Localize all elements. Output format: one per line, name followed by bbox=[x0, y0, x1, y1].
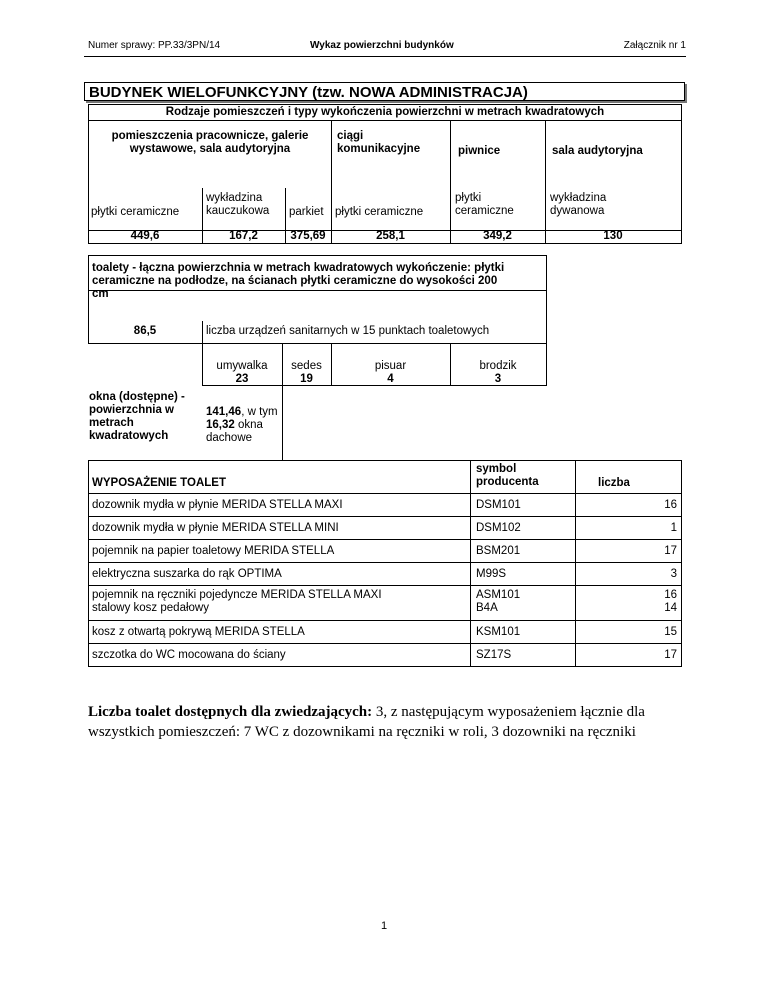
equipment-name: pojemnik na ręczniki pojedyncze MERIDA STELLA MAXI bbox=[92, 589, 382, 601]
header-rule bbox=[84, 56, 686, 57]
finish-value: 130 bbox=[603, 230, 623, 242]
equipment-header-symbol: symbol producenta bbox=[476, 463, 539, 488]
fixtures-label: liczba urządzeń sanitarnych w 15 punktach toaletowych bbox=[206, 325, 490, 337]
finish-label: płytki ceramiczne bbox=[455, 192, 514, 217]
fixture-value: 23 bbox=[235, 373, 249, 385]
fixture-label: umywalka bbox=[216, 360, 268, 372]
finish-label: płytki ceramiczne bbox=[335, 206, 424, 218]
windows-label: okna (dostępne) - powierzchnia w metrach kwadratowych bbox=[89, 391, 185, 442]
equipment-header-count: liczba bbox=[598, 477, 630, 489]
surfaces-caption: Rodzaje pomieszczeń i typy wykończenia powierzchni w metrach kwadratowych bbox=[165, 106, 605, 118]
finish-value: 375,69 bbox=[290, 230, 326, 242]
equipment-count: 1 bbox=[670, 522, 677, 534]
finish-label: płytki ceramiczne bbox=[91, 206, 180, 218]
building-title: BUDYNEK WIELOFUNKCYJNY (tzw. NOWA ADMINISTRACJA) bbox=[84, 82, 685, 101]
visitor-toilets-label: Liczba toalet dostępnych dla zwiedzających: bbox=[88, 704, 373, 720]
equipment-name: dozownik mydła w płynie MERIDA STELLA MAXI bbox=[92, 499, 343, 511]
toilets-area: 86,5 bbox=[133, 325, 157, 337]
windows-value: 141,46, w tym 16,32 okna dachowe bbox=[206, 406, 278, 444]
visitor-toilets-paragraph bbox=[88, 702, 688, 742]
fixture-value: 3 bbox=[494, 373, 502, 385]
equipment-symbol: BSM201 bbox=[476, 545, 521, 557]
group-basements: piwnice bbox=[458, 145, 501, 157]
equipment-name: szczotka do WC mocowana do ściany bbox=[92, 649, 286, 661]
equipment-name: pojemnik na papier toaletowy MERIDA STELLA bbox=[92, 545, 335, 557]
page-number: 1 bbox=[380, 920, 388, 932]
finish-label: wykładzina dywanowa bbox=[550, 192, 607, 217]
equipment-count: 16 bbox=[664, 499, 677, 511]
equipment-header-name: WYPOSAŻENIE TOALET bbox=[92, 477, 226, 489]
fixture-label: brodzik bbox=[479, 360, 517, 372]
equipment-count: 17 bbox=[664, 649, 677, 661]
finish-label: parkiet bbox=[289, 206, 324, 218]
equipment-name: dozownik mydła w płynie MERIDA STELLA MINI bbox=[92, 522, 339, 534]
group-auditorium: sala audytoryjna bbox=[552, 145, 643, 157]
finish-value: 349,2 bbox=[483, 230, 512, 242]
finish-value: 167,2 bbox=[229, 230, 258, 242]
visitor-toilets-text: 3, z następującym wyposażeniem łącznie dla wszystkich pomieszczeń: 7 WC z dozownikami na ręczniki w roli, 3 dozowniki na ręczniki bbox=[88, 704, 645, 740]
equipment-symbol: DSM101 bbox=[476, 499, 521, 511]
equipment-symbol: ASM101 bbox=[476, 589, 521, 601]
equipment-name: kosz z otwartą pokrywą MERIDA STELLA bbox=[92, 626, 305, 638]
fixture-label: pisuar bbox=[374, 360, 407, 372]
finish-label: wykładzina kauczukowa bbox=[206, 192, 270, 217]
equipment-name: stalowy kosz pedałowy bbox=[92, 602, 209, 614]
group-corridors: ciągi komunikacyjne bbox=[337, 130, 421, 155]
finish-value: 449,6 bbox=[130, 230, 160, 242]
equipment-count: 15 bbox=[664, 626, 677, 638]
fixture-label: sedes bbox=[291, 360, 322, 372]
toilets-description: toalety - łączna powierzchnia w metrach kwadratowych wykończenie: płytki ceramiczne na podłodze, na ścianach płytki ceramiczne do wysokości 200 cm bbox=[92, 262, 505, 300]
fixture-value: 4 bbox=[387, 373, 394, 385]
equipment-symbol: M99S bbox=[476, 568, 507, 580]
fixture-value: 19 bbox=[300, 373, 313, 385]
equipment-count: 14 bbox=[664, 602, 677, 614]
document-title: Wykaz powierzchni budynków bbox=[310, 40, 454, 51]
equipment-symbol: SZ17S bbox=[476, 649, 512, 661]
finish-value: 258,1 bbox=[376, 230, 405, 242]
case-number: Numer sprawy: PP.33/3PN/14 bbox=[88, 40, 221, 51]
equipment-count: 3 bbox=[670, 568, 677, 580]
equipment-symbol: KSM101 bbox=[476, 626, 521, 638]
attachment-label: Załącznik nr 1 bbox=[623, 40, 686, 51]
group-staff-rooms: pomieszczenia pracownicze, galerie wystawowe, sala audytoryjna bbox=[111, 130, 309, 155]
equipment-count: 16 bbox=[664, 589, 677, 601]
equipment-symbol: B4A bbox=[476, 602, 498, 614]
equipment-count: 17 bbox=[664, 545, 677, 557]
equipment-symbol: DSM102 bbox=[476, 522, 521, 534]
equipment-name: elektryczna suszarka do rąk OPTIMA bbox=[92, 568, 282, 580]
